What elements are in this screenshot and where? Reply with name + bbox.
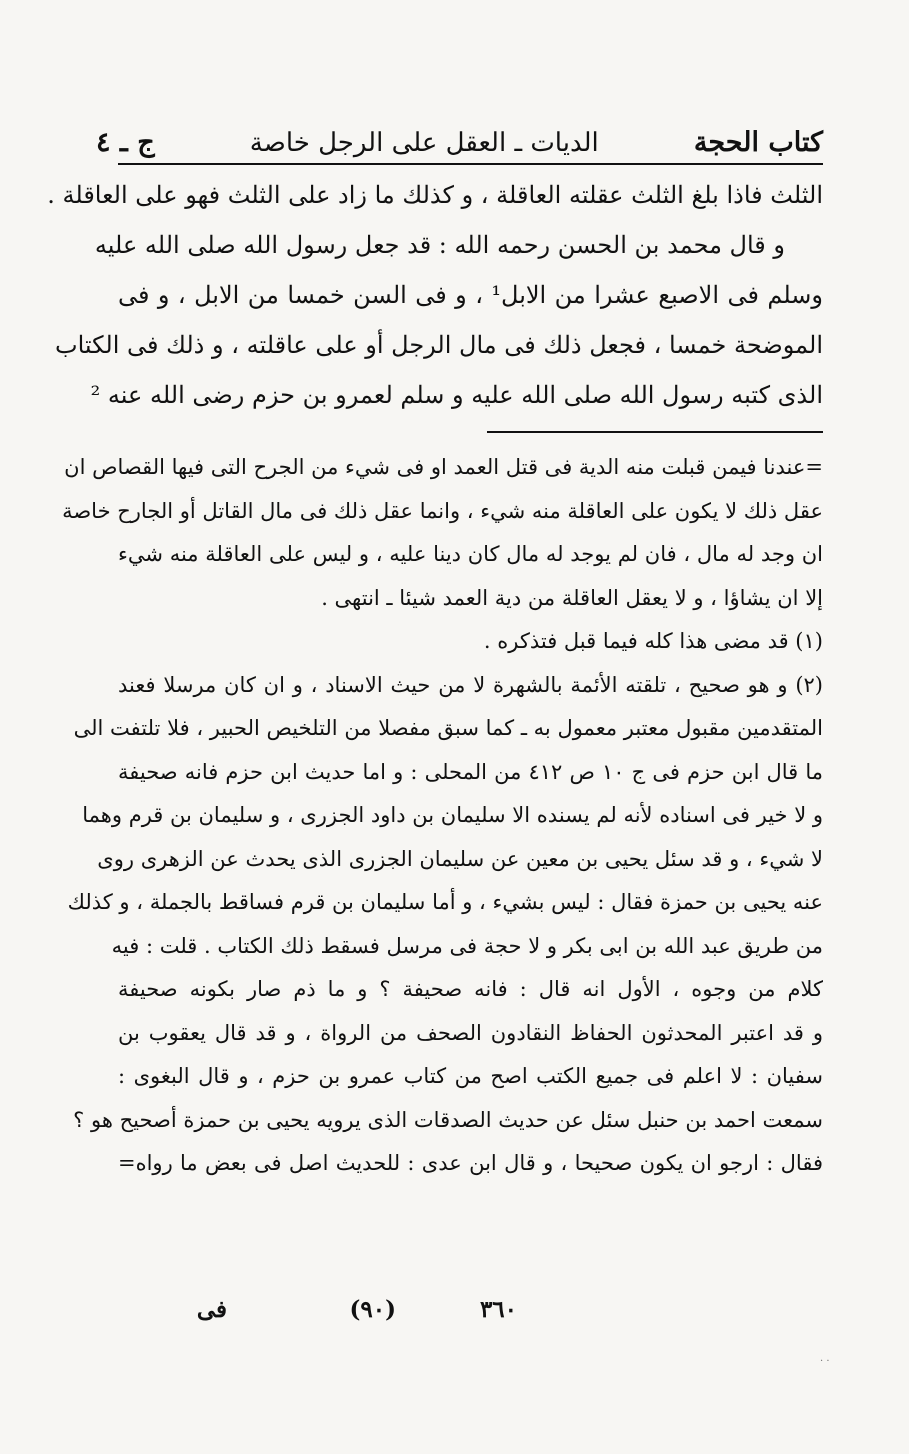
book-title: كتاب الحجة xyxy=(693,127,823,158)
signature-number: (٩٠) xyxy=(349,1296,396,1323)
footnotes xyxy=(62,446,824,1186)
main-line: وسلم فى الاصبع عشرا من الابل¹ ، و فى السن خمسا من الابل ، و فى xyxy=(118,281,824,309)
footnote-line: سمعت احمد بن حنبل سئل عن حديث الصدقات الذى يرويه يحيى بن حمزة أصحيح هو ؟ xyxy=(73,1107,823,1132)
footnote-line: عقل ذلك لا يكون على العاقلة منه شيء ، وانما عقل ذلك فى مال القاتل أو الجارح خاصة xyxy=(62,498,823,523)
footnote-line: ما قال ابن حزم فى ج ١٠ ص ٤١٢ من المحلى : و اما حديث ابن حزم فانه صحيفة xyxy=(118,759,824,784)
footnote-line: لا شيء ، و قد سئل يحيى بن معين عن سليمان الجزرى الذى يحدث عن الزهرى روى xyxy=(97,846,823,871)
volume-label: ج ـ ٤ xyxy=(96,127,155,158)
footnote-line: إلا ان يشاؤا ، و لا يعقل العاقلة من دية العمد شيئا ـ انتهى . xyxy=(321,585,823,610)
catchword: فى xyxy=(196,1296,227,1323)
footnote-line: فقال : ارجو ان يكون صحيحا ، و قال ابن عدى : للحديث اصل فى بعض ما رواه= xyxy=(118,1151,823,1175)
scan-specks: · · xyxy=(820,1356,830,1367)
footnote-line: و قد اعتبر المحدثون الحفاظ النقادون الصحف من الرواة ، و قد قال يعقوب بن xyxy=(118,1020,823,1045)
footnote-line: عنه يحيى بن حمزة فقال : ليس بشيء ، و أما سليمان بن قرم فساقط بالجملة ، و كذلك xyxy=(67,890,823,914)
footnote-line: المتقدمين مقبول معتبر معمول به ـ كما سبق مفصلا من التلخيص الحبير ، فلا تلتفت الى xyxy=(73,716,823,740)
running-header xyxy=(96,112,823,158)
main-line: الثلث فاذا بلغ الثلث عقلته العاقلة ، و كذلك ما زاد على الثلث فهو على العاقلة . xyxy=(47,181,823,209)
footnote-line: =عندنا فيمن قبلت منه الدية فى قتل العمد او فى شيء من الجرح التى فيها القصاص ان xyxy=(64,455,823,479)
footnote-line: كلام من وجوه ، الأول انه قال : فانه صحيفة ؟ و ما ذم صار بكونه صحيفة xyxy=(118,977,823,1001)
page-number: ٣٦٠ xyxy=(479,1296,517,1323)
footnote-line: سفيان : لا اعلم فى جميع الكتب اصح من كتاب عمرو بن حزم ، و قال البغوى : xyxy=(118,1064,823,1088)
footnote-line: (١) قد مضى هذا كله فيما قبل فتذكره . xyxy=(483,629,823,653)
main-line: الذى كتبه رسول الله صلى الله عليه و سلم لعمرو بن حزم رضى الله عنه ² xyxy=(90,381,823,409)
footnote-line: من طريق عبد الله بن ابى بكر و لا حجة فى مرسل فسقط ذلك الكتاب . قلت : فيه xyxy=(111,933,823,958)
section-title: الديات ـ العقل على الرجل خاصة xyxy=(249,128,599,158)
footnote-line: (٢) و هو صحيح ، تلقته الأئمة بالشهرة لا من حيث الاسناد ، و ان كان مرسلا فعند xyxy=(118,672,823,697)
header-rule xyxy=(118,163,823,165)
main-line: الموضحة خمسا ، فجعل ذلك فى مال الرجل أو على عاقلته ، و ذلك فى الكتاب xyxy=(55,331,823,359)
page-footer xyxy=(170,1296,739,1336)
footnote-line: و لا خير فى اسناده لأنه لم يسنده الا سليمان بن داود الجزرى ، و سليمان بن قرم وهما xyxy=(82,803,823,827)
footnote-line: ان وجد له مال ، فان لم يوجد له مال كان دينا عليه ، و ليس على العاقلة منه شيء xyxy=(118,542,823,566)
main-line: و قال محمد بن الحسن رحمه الله : قد جعل رسول الله صلى الله عليه xyxy=(94,231,785,259)
footnote-separator xyxy=(487,431,823,433)
main-text xyxy=(47,170,824,420)
